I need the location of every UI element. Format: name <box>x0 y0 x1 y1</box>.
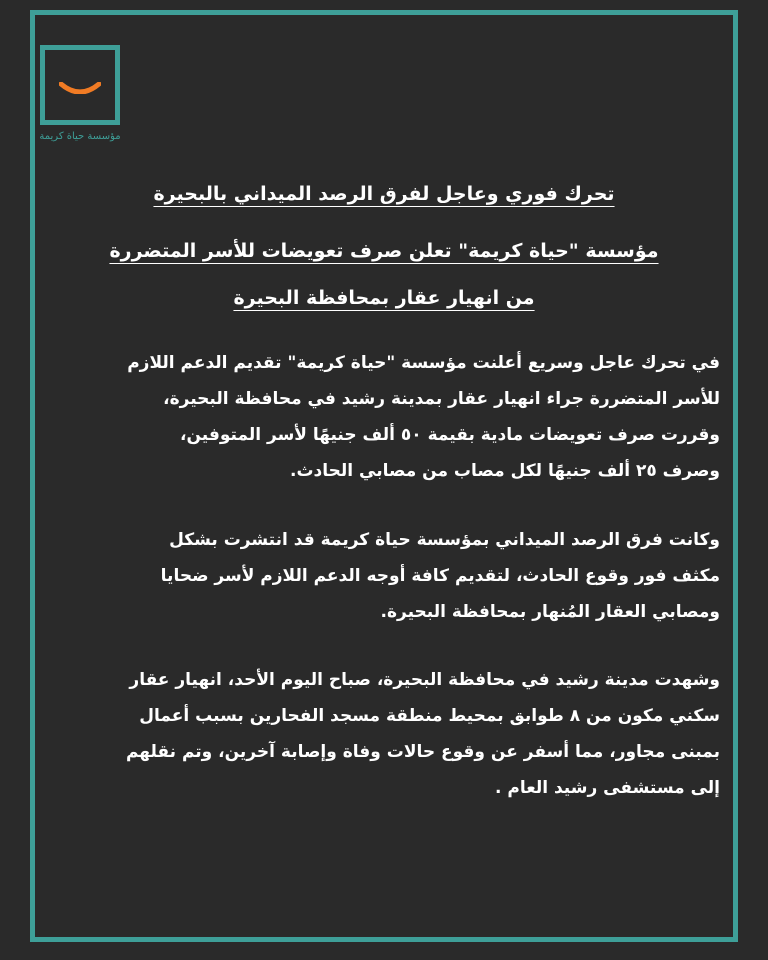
smile-square-logo-icon <box>40 45 120 125</box>
paragraph-line: مكثف فور وقوع الحادث، لتقديم كافة أوجه الدعم اللازم لأسر ضحايا <box>160 566 720 586</box>
paragraph-line: سكني مكون من ٨ طوابق بمحيط منطقة مسجد الفحارين بسبب أعمال <box>139 706 720 726</box>
headline-1: تحرك فوري وعاجل لفرق الرصد الميداني بالبحيرة <box>153 183 615 205</box>
paragraph-line: في تحرك عاجل وسريع أعلنت مؤسسة "حياة كريمة" تقديم الدعم اللازم <box>127 353 720 373</box>
paragraph-line: وصرف ٢٥ ألف جنيهًا لكل مصاب من مصابي الحادث. <box>289 461 720 481</box>
paragraph-line: إلى مستشفى رشيد العام . <box>495 778 720 798</box>
paragraph-line: بمبنى مجاور، مما أسفر عن وقوع حالات وفاة وإصابة آخرين، وتم نقلهم <box>125 742 720 762</box>
smile-icon <box>59 82 101 94</box>
logo-text: مؤسسة حياة كريمة <box>39 131 121 142</box>
paragraph-3 <box>60 662 720 806</box>
paragraph-line: وكانت فرق الرصد الميداني بمؤسسة حياة كريمة قد انتشرت بشكل <box>169 530 720 550</box>
paragraph-2 <box>60 522 720 630</box>
headline-2: مؤسسة "حياة كريمة" تعلن صرف تعويضات للأسر المتضررة <box>109 240 659 262</box>
paragraph-line: وقررت صرف تعويضات مادية بقيمة ٥٠ ألف جنيهًا لأسر المتوفين، <box>180 425 720 445</box>
paragraph-line: للأسر المتضررة جراء انهيار عقار بمدينة رشيد في محافظة البحيرة، <box>163 389 720 409</box>
organization-logo <box>38 45 122 142</box>
paragraph-line: ومصابي العقار المُنهار بمحافظة البحيرة. <box>380 602 720 622</box>
paragraph-1 <box>60 345 720 489</box>
paragraph-line: وشهدت مدينة رشيد في محافظة البحيرة، صباح اليوم الأحد، انهيار عقار <box>129 670 720 690</box>
headline-3: من انهيار عقار بمحافظة البحيرة <box>233 287 535 309</box>
